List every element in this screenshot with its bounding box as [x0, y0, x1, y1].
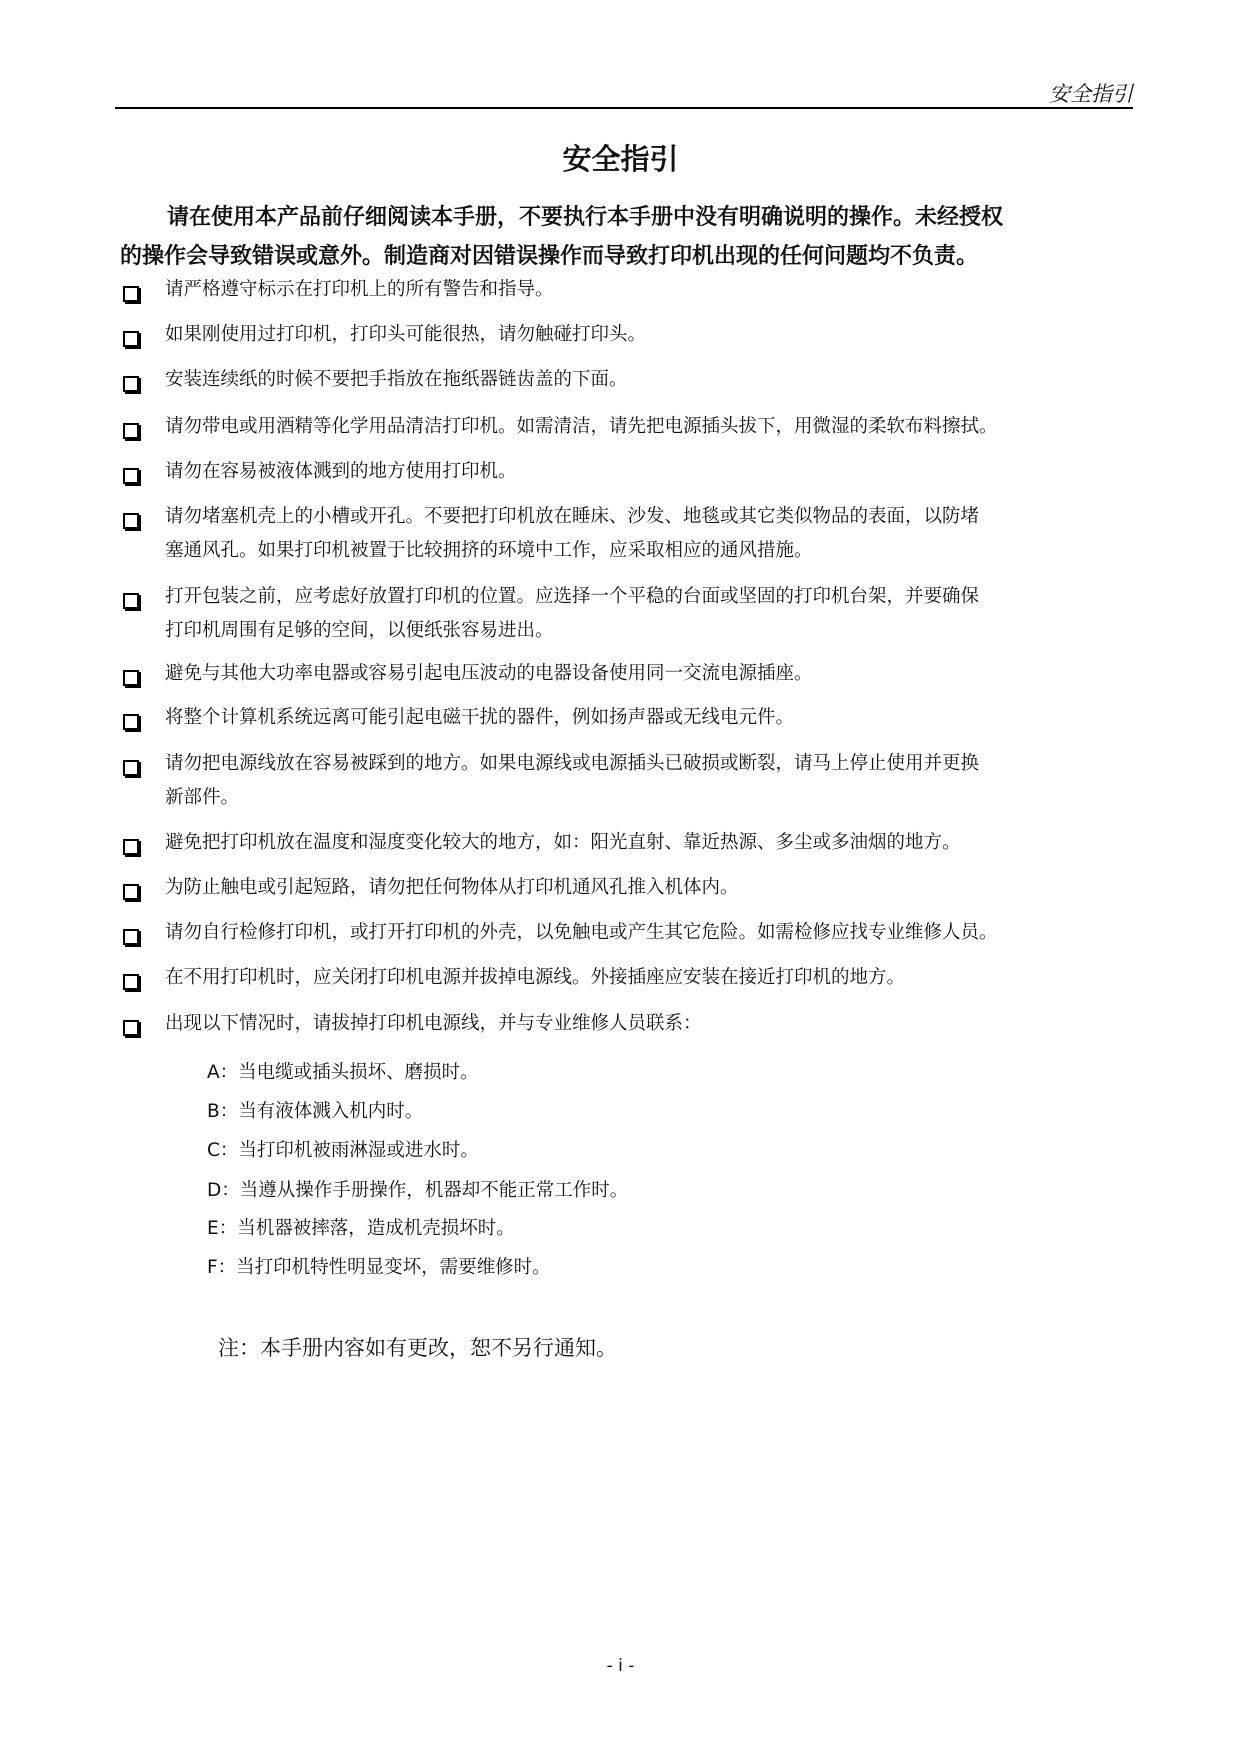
bullet-text: [165, 580, 979, 648]
bullet-line: 出现以下情况时，请拔掉打印机电源线，并与专业维修人员联系：: [165, 1013, 702, 1034]
bullet-line: 避免与其他大功率电器或容易引起电压波动的电器设备使用同一交流电源插座。: [165, 663, 813, 684]
bullet-item: [120, 709, 794, 735]
checkbox-bullet-icon: [123, 286, 139, 302]
bullet-item: [120, 418, 998, 444]
bullet-line: 请勿带电或用酒精等化学用品清洁打印机。如需清洁，请先把电源插头拔下，用微湿的柔软布料擦拭。: [165, 416, 998, 437]
bullet-line: 在不用打印机时，应关闭打印机电源并拔掉电源线。外接插座应安装在接近打印机的地方。: [165, 967, 906, 988]
bullet-text: [165, 871, 739, 905]
checkbox-bullet-icon: [123, 423, 139, 439]
sub-item: F：当打印机特性明显变坏，需要维修时。: [207, 1257, 551, 1278]
bullet-line: 为防止触电或引起短路，请勿把任何物体从打印机通风孔推入机体内。: [165, 877, 739, 898]
sub-item: B：当有液体溅入机内时。: [207, 1101, 424, 1122]
bullet-text: [165, 273, 554, 307]
bullet-line: 安装连续纸的时候不要把手指放在拖纸器链齿盖的下面。: [165, 369, 628, 390]
bullet-line: 请勿在容易被液体溅到的地方使用打印机。: [165, 461, 517, 482]
checkbox-bullet-icon: [123, 760, 139, 776]
bullet-line: 塞通风孔。如果打印机被置于比较拥挤的环境中工作，应采取相应的通风措施。: [165, 540, 813, 561]
sub-item: D：当遵从操作手册操作，机器却不能正常工作时。: [207, 1180, 629, 1201]
bullet-text: [165, 961, 905, 995]
checkbox-bullet-icon: [123, 331, 139, 347]
bullet-item: [120, 326, 646, 352]
bullet-item: [120, 463, 517, 489]
checkbox-bullet-icon: [123, 974, 139, 990]
bullet-text: [165, 826, 961, 860]
bullet-text: [165, 318, 646, 352]
checkbox-bullet-icon: [123, 376, 139, 392]
bullet-text: [165, 410, 998, 444]
bullet-text: [165, 363, 628, 397]
bullet-text: [165, 657, 813, 691]
sub-item: A：当电缆或插头损坏、磨损时。: [207, 1062, 479, 1083]
bullet-item: [120, 1015, 702, 1041]
intro-line: 的操作会导致错误或意外。制造商对因错误操作而导致打印机出现的任何问题均不负责。: [120, 244, 979, 269]
bullet-text: [165, 916, 998, 950]
header-rule: [115, 107, 1133, 109]
bullet-line: 新部件。: [165, 787, 240, 808]
bullet-item: [120, 879, 739, 905]
bullet-line: 请勿自行检修打印机，或打开打印机的外壳，以免触电或产生其它危险。如需检修应找专业维修人员。: [165, 922, 998, 943]
bullet-item: [120, 834, 961, 860]
bullet-line: 打开包装之前，应考虑好放置打印机的位置。应选择一个平稳的台面或坚固的打印机台架，并要确保: [165, 586, 980, 607]
checkbox-bullet-icon: [123, 839, 139, 855]
bullet-text: [165, 455, 517, 489]
page-number: - i -: [606, 1656, 635, 1676]
checkbox-bullet-icon: [123, 670, 139, 686]
bullet-item: [120, 924, 998, 950]
note: 注：本手册内容如有更改，恕不另行通知。: [218, 1336, 617, 1360]
bullet-line: 避免把打印机放在温度和湿度变化较大的地方，如：阳光直射、靠近热源、多尘或多油烟的地方。: [165, 832, 961, 853]
checkbox-bullet-icon: [123, 513, 139, 529]
bullet-item: [120, 588, 979, 648]
bullet-line: 请严格遵守标示在打印机上的所有警告和指导。: [165, 279, 554, 300]
bullet-line: 如果刚使用过打印机，打印头可能很热，请勿触碰打印头。: [165, 324, 647, 345]
bullet-text: [165, 701, 794, 735]
bullet-item: [120, 371, 628, 397]
checkbox-bullet-icon: [123, 929, 139, 945]
intro-line: 请在使用本产品前仔细阅读本手册，不要执行本手册中没有明确说明的操作。未经授权: [167, 205, 1004, 230]
bullet-line: 将整个计算机系统远离可能引起电磁干扰的器件，例如扬声器或无线电元件。: [165, 707, 795, 728]
bullet-item: [120, 508, 979, 568]
bullet-line: 请勿把电源线放在容易被踩到的地方。如果电源线或电源插头已破损或断裂，请马上停止使用并更换: [165, 753, 980, 774]
checkbox-bullet-icon: [123, 884, 139, 900]
running-header: 安全指引: [1049, 82, 1133, 106]
bullet-line: 请勿堵塞机壳上的小槽或开孔。不要把打印机放在睡床、沙发、地毯或其它类似物品的表面，以防堵: [165, 506, 980, 527]
bullet-item: [120, 755, 979, 815]
bullet-line: 打印机周围有足够的空间，以便纸张容易进出。: [165, 620, 554, 641]
checkbox-bullet-icon: [123, 593, 139, 609]
sub-item: E：当机器被摔落，造成机壳损坏时。: [207, 1218, 515, 1239]
sub-item: C：当打印机被雨淋湿或进水时。: [207, 1140, 479, 1161]
bullet-item: [120, 969, 905, 995]
checkbox-bullet-icon: [123, 468, 139, 484]
bullet-text: [165, 1007, 702, 1041]
bullet-item: [120, 665, 813, 691]
bullet-item: [120, 281, 554, 307]
checkbox-bullet-icon: [123, 714, 139, 730]
bullet-text: [165, 500, 979, 568]
checkbox-bullet-icon: [123, 1020, 139, 1036]
bullet-text: [165, 747, 979, 815]
page-title: 安全指引: [562, 142, 679, 176]
